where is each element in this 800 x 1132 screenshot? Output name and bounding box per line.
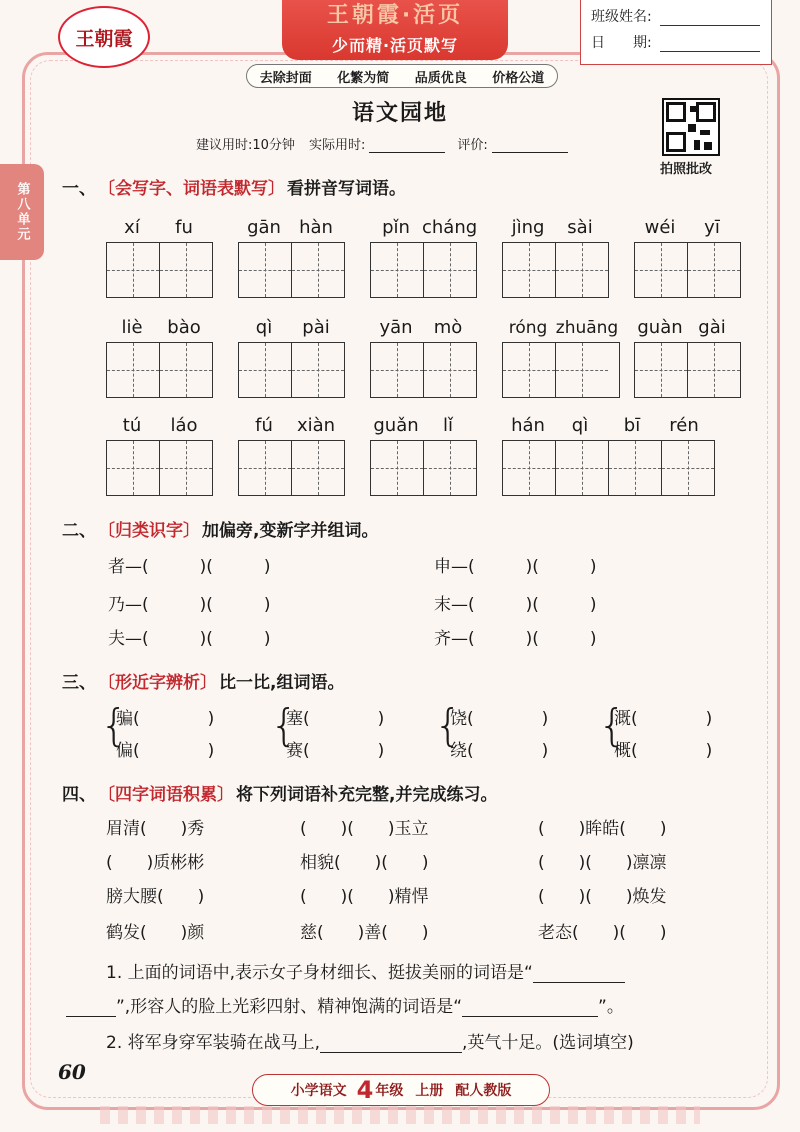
evaluation-label: 评价:: [457, 138, 488, 153]
pinyin-syllable: xí: [124, 217, 140, 238]
brand-logo: [58, 6, 150, 68]
pinyin-syllable: guàn: [637, 317, 683, 338]
pinyin-group: [238, 212, 345, 298]
pinyin-group: [106, 410, 213, 496]
pinyin-syllable: fu: [175, 217, 193, 238]
section-instruction: 将下列词语补充完整,并完成练习。: [236, 785, 498, 805]
question-text: ”,形容人的脸上光彩四射、精神饱满的词语是“: [116, 997, 463, 1017]
idiom-item[interactable]: ( )眸皓( ): [538, 819, 667, 839]
pinyin-syllable: cháng: [422, 217, 478, 238]
footer-grade: 年级: [375, 1083, 404, 1099]
radical-item[interactable]: 申—( )( ): [434, 557, 597, 577]
page-title: 语文园地: [351, 101, 448, 126]
idiom-item[interactable]: ( )质彬彬: [106, 853, 205, 873]
brace-icon: {: [100, 700, 128, 751]
section-instruction: 加偏旁,变新字并组词。: [202, 521, 379, 541]
compare-item[interactable]: 赛( ): [286, 741, 385, 761]
time-row: [196, 134, 580, 153]
page-number: 60: [58, 1060, 86, 1084]
answer-blank[interactable]: [462, 996, 598, 1017]
section-tag: 〔四字词语积累〕: [98, 785, 234, 805]
compare-item[interactable]: 饶( ): [450, 709, 549, 729]
radical-item[interactable]: 夫—( )( ): [108, 629, 271, 649]
pinyin-syllable: láo: [170, 415, 198, 436]
brace-icon: {: [598, 700, 626, 751]
pinyin-syllable: pài: [302, 317, 330, 338]
idiom-item[interactable]: 老态( )( ): [538, 923, 667, 943]
compare-item[interactable]: 塞( ): [286, 709, 385, 729]
section-number: 三、: [62, 673, 96, 693]
answer-blank[interactable]: [66, 996, 116, 1017]
slogan: 价格公道: [492, 70, 545, 86]
writing-grid[interactable]: [106, 440, 213, 496]
section-number: 二、: [62, 521, 96, 541]
slogan: 化繁为简: [337, 70, 390, 86]
pinyin-syllable: hàn: [299, 217, 333, 238]
slogan: 去除封面: [259, 70, 312, 86]
section-2-heading: [62, 516, 378, 541]
pinyin-group: [502, 212, 609, 298]
pinyin-syllable: yī: [704, 217, 720, 238]
pinyin-syllable: mò: [433, 317, 463, 338]
writing-grid[interactable]: [502, 342, 620, 398]
radical-item[interactable]: 乃—( )( ): [108, 595, 271, 615]
pinyin-syllable: tú: [122, 415, 142, 436]
pinyin-syllable: rén: [669, 415, 699, 436]
pinyin-group: [502, 410, 715, 496]
section-tag: 〔会写字、词语表默写〕: [98, 179, 285, 199]
idiom-item[interactable]: 相貌( )( ): [300, 853, 429, 873]
writing-grid[interactable]: [502, 242, 609, 298]
pinyin-syllable: gān: [247, 217, 281, 238]
name-line: [581, 0, 771, 26]
section-tag: 〔归类识字〕: [98, 521, 200, 541]
writing-grid[interactable]: [370, 242, 477, 298]
section-4-heading: [62, 780, 497, 805]
pinyin-group: [106, 212, 213, 298]
footer-subject: 小学语文: [290, 1083, 347, 1099]
footer-book-info: [252, 1074, 550, 1106]
pinyin-syllable: xiàn: [296, 415, 336, 436]
date-line: [581, 26, 771, 52]
qr-code-icon[interactable]: [662, 98, 720, 156]
pinyin-syllable: róng: [508, 318, 548, 338]
pinyin-syllable: jìng: [511, 217, 545, 238]
radical-item[interactable]: 齐—( )( ): [434, 629, 597, 649]
brace-icon: {: [434, 700, 462, 751]
pinyin-syllable: sài: [567, 217, 593, 238]
banner-title: 王朝霞·活页: [326, 3, 464, 28]
question-text: ,英气十足。(选词填空): [462, 1033, 634, 1053]
writing-grid[interactable]: [238, 342, 345, 398]
footer-grade-number: 4: [356, 1076, 374, 1104]
idiom-item[interactable]: 鹤发( )颜: [106, 923, 205, 943]
footer-decoration: [100, 1106, 700, 1124]
section-instruction: 比一比,组词语。: [219, 673, 345, 693]
compare-item[interactable]: 骗( ): [116, 709, 215, 729]
pinyin-group: [238, 410, 345, 496]
pinyin-syllable: bī: [623, 415, 641, 436]
answer-blank[interactable]: [320, 1032, 462, 1053]
name-blank[interactable]: [660, 11, 760, 26]
section-1-heading: [62, 174, 406, 199]
pinyin-syllable: bào: [167, 317, 201, 338]
idiom-item[interactable]: ( )( )凛凛: [538, 853, 667, 873]
pinyin-syllable: wéi: [644, 217, 676, 238]
radical-item[interactable]: 末—( )( ): [434, 595, 597, 615]
evaluation-blank[interactable]: [492, 138, 568, 153]
compare-item[interactable]: 偏( ): [116, 741, 215, 761]
question-text: 2. 将军身穿军装骑在战马上,: [106, 1033, 321, 1053]
brand-logo-text: 王朝霞: [75, 27, 133, 50]
pinyin-group: [634, 312, 741, 398]
date-blank[interactable]: [660, 37, 760, 52]
section-number: 四、: [62, 785, 96, 805]
brace-icon: {: [270, 700, 298, 751]
student-info-box: [580, 0, 772, 65]
name-label: 班级姓名:: [591, 9, 652, 25]
compare-item[interactable]: 绕( ): [450, 741, 549, 761]
unit-side-tab: 第八单元: [0, 164, 44, 260]
pinyin-group: [106, 312, 213, 398]
header-banner: [282, 0, 508, 60]
slogan: 品质优良: [414, 70, 467, 86]
pinyin-group: [238, 312, 345, 398]
question-text: ”。: [598, 997, 624, 1017]
question-1-line-2: [66, 992, 624, 1017]
pinyin-syllable: guǎn: [373, 415, 419, 436]
pinyin-group: [634, 212, 741, 298]
pinyin-syllable: hán: [511, 415, 545, 436]
writing-grid[interactable]: [106, 342, 213, 398]
idiom-item[interactable]: ( )( )精悍: [300, 887, 429, 907]
writing-grid[interactable]: [502, 440, 715, 496]
writing-grid[interactable]: [634, 342, 741, 398]
writing-grid[interactable]: [238, 242, 345, 298]
slogan-bar: [246, 64, 558, 88]
question-2: [106, 1028, 634, 1053]
compare-item[interactable]: 概( ): [614, 741, 713, 761]
pinyin-group: [370, 410, 477, 496]
pinyin-syllable: fú: [255, 415, 273, 436]
section-tag: 〔形近字辨析〕: [98, 673, 217, 693]
pinyin-syllable: lǐ: [442, 415, 453, 436]
actual-time-blank[interactable]: [369, 138, 445, 153]
pinyin-syllable: pǐn: [382, 217, 410, 238]
writing-grid[interactable]: [106, 242, 213, 298]
pinyin-syllable: qì: [571, 415, 589, 436]
pinyin-syllable: liè: [121, 317, 143, 338]
pinyin-syllable: zhuāng: [555, 318, 619, 338]
answer-blank[interactable]: [533, 962, 625, 983]
radical-item[interactable]: 者—( )( ): [108, 557, 271, 577]
writing-grid[interactable]: [370, 440, 477, 496]
pinyin-group: [502, 312, 620, 398]
footer-volume: 上册: [415, 1083, 444, 1099]
writing-grid[interactable]: [238, 440, 345, 496]
question-1-line-1: [106, 958, 625, 983]
actual-time-label: 实际用时:: [308, 138, 366, 153]
section-3-heading: [62, 668, 344, 693]
footer-edition: 配人教版: [455, 1083, 512, 1099]
pinyin-group: [370, 212, 477, 298]
qr-label: 拍照批改: [660, 162, 713, 177]
banner-subtitle: 少而精·活页默写: [331, 36, 459, 55]
idiom-item[interactable]: ( )( )焕发: [538, 887, 667, 907]
pinyin-group: [370, 312, 477, 398]
question-text: 1. 上面的词语中,表示女子身材细长、挺拔美丽的词语是“: [106, 963, 533, 983]
suggested-time: 建议用时:10分钟: [196, 138, 295, 153]
idiom-item[interactable]: 慈( )善( ): [300, 923, 429, 943]
pinyin-syllable: qì: [255, 317, 273, 338]
section-number: 一、: [62, 179, 96, 199]
compare-item[interactable]: 溉( ): [614, 709, 713, 729]
idiom-item[interactable]: 眉清( )秀: [106, 819, 205, 839]
section-instruction: 看拼音写词语。: [287, 179, 406, 199]
writing-grid[interactable]: [370, 342, 477, 398]
date-label: 日 期:: [591, 35, 652, 51]
pinyin-syllable: gài: [698, 317, 726, 338]
idiom-item[interactable]: 膀大腰( ): [106, 887, 205, 907]
pinyin-syllable: yān: [379, 317, 413, 338]
writing-grid[interactable]: [634, 242, 741, 298]
idiom-item[interactable]: ( )( )玉立: [300, 819, 429, 839]
